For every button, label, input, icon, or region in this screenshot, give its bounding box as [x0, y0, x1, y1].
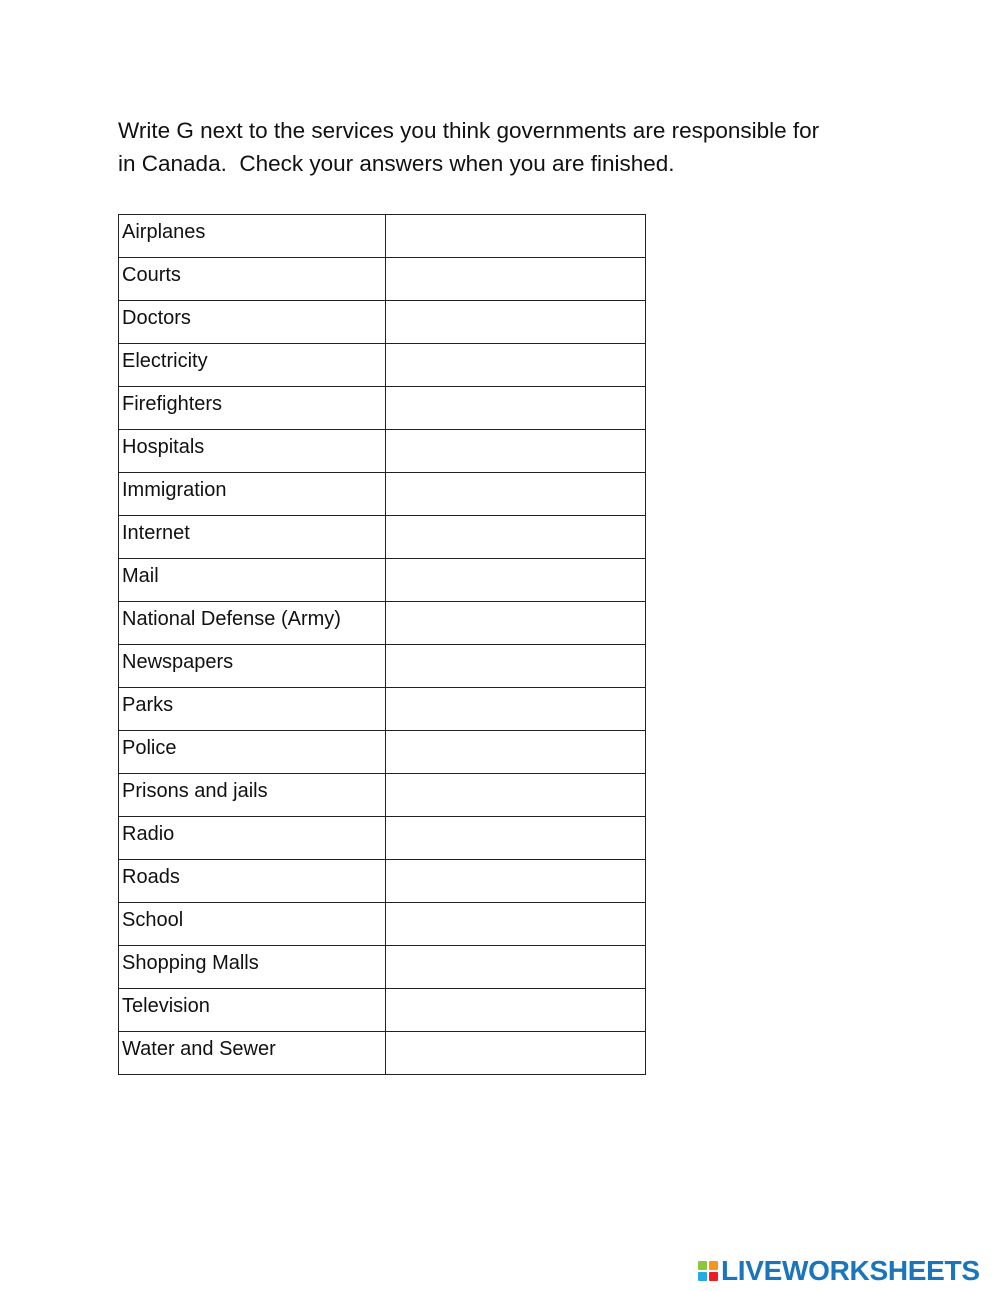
table-row: [119, 559, 646, 602]
answer-cell: [386, 215, 646, 258]
table-row: [119, 989, 646, 1032]
table-row: [119, 215, 646, 258]
answer-cell: [386, 817, 646, 860]
table-row: [119, 688, 646, 731]
service-label: Prisons and jails: [119, 774, 386, 817]
logo-tile-2: [709, 1261, 718, 1270]
table-row: [119, 645, 646, 688]
answer-cell: [386, 473, 646, 516]
service-label: Internet: [119, 516, 386, 559]
answer-input[interactable]: [386, 688, 645, 730]
service-label: Roads: [119, 860, 386, 903]
service-label: Immigration: [119, 473, 386, 516]
answer-cell: [386, 258, 646, 301]
table-row: [119, 903, 646, 946]
instructions-text: Write G next to the services you think governments are responsible for in Canada. Check your answers when you are finished.: [118, 118, 820, 176]
answer-input[interactable]: [386, 1032, 645, 1074]
service-label: Airplanes: [119, 215, 386, 258]
answer-cell: [386, 602, 646, 645]
answer-input[interactable]: [386, 903, 645, 945]
logo-tile-3: [698, 1272, 707, 1281]
answer-input[interactable]: [386, 473, 645, 515]
table-row: [119, 860, 646, 903]
answer-input[interactable]: [386, 989, 645, 1031]
service-label: Electricity: [119, 344, 386, 387]
answer-cell: [386, 344, 646, 387]
table-row: [119, 516, 646, 559]
liveworksheets-logo-icon: [698, 1261, 718, 1281]
service-label: Hospitals: [119, 430, 386, 473]
logo-tile-1: [698, 1261, 707, 1270]
answer-cell: [386, 559, 646, 602]
answer-cell: [386, 387, 646, 430]
services-table-body: [119, 215, 646, 1075]
table-row: [119, 817, 646, 860]
answer-input[interactable]: [386, 731, 645, 773]
answer-input[interactable]: [386, 387, 645, 429]
answer-cell: [386, 860, 646, 903]
answer-input[interactable]: [386, 301, 645, 343]
table-row: [119, 1032, 646, 1075]
service-label: Parks: [119, 688, 386, 731]
answer-input[interactable]: [386, 344, 645, 386]
table-row: [119, 946, 646, 989]
services-table: [118, 214, 646, 1075]
answer-cell: [386, 688, 646, 731]
service-label: Firefighters: [119, 387, 386, 430]
answer-cell: [386, 301, 646, 344]
answer-cell: [386, 903, 646, 946]
service-label: Radio: [119, 817, 386, 860]
answer-cell: [386, 1032, 646, 1075]
answer-input[interactable]: [386, 860, 645, 902]
table-row: [119, 344, 646, 387]
answer-cell: [386, 731, 646, 774]
service-label: Newspapers: [119, 645, 386, 688]
service-label: National Defense (Army): [119, 602, 386, 645]
service-label: Shopping Malls: [119, 946, 386, 989]
service-label: Courts: [119, 258, 386, 301]
answer-cell: [386, 946, 646, 989]
table-row: [119, 430, 646, 473]
answer-input[interactable]: [386, 215, 645, 257]
answer-input[interactable]: [386, 559, 645, 601]
service-label: Mail: [119, 559, 386, 602]
logo-tile-4: [709, 1272, 718, 1281]
answer-cell: [386, 430, 646, 473]
answer-cell: [386, 774, 646, 817]
answer-cell: [386, 645, 646, 688]
answer-input[interactable]: [386, 258, 645, 300]
table-row: [119, 387, 646, 430]
table-row: [119, 774, 646, 817]
logo-text: LIVEWORKSHEETS: [721, 1255, 980, 1286]
service-label: Television: [119, 989, 386, 1032]
answer-input[interactable]: [386, 774, 645, 816]
answer-input[interactable]: [386, 645, 645, 687]
table-row: [119, 731, 646, 774]
table-row: [119, 473, 646, 516]
answer-input[interactable]: [386, 430, 645, 472]
answer-input[interactable]: [386, 946, 645, 988]
service-label: School: [119, 903, 386, 946]
answer-cell: [386, 516, 646, 559]
table-row: [119, 258, 646, 301]
answer-input[interactable]: [386, 817, 645, 859]
answer-input[interactable]: [386, 602, 645, 644]
service-label: Water and Sewer: [119, 1032, 386, 1075]
service-label: Doctors: [119, 301, 386, 344]
table-row: [119, 301, 646, 344]
liveworksheets-logo: [698, 1254, 980, 1288]
table-row: [119, 602, 646, 645]
service-label: Police: [119, 731, 386, 774]
answer-input[interactable]: [386, 516, 645, 558]
answer-cell: [386, 989, 646, 1032]
